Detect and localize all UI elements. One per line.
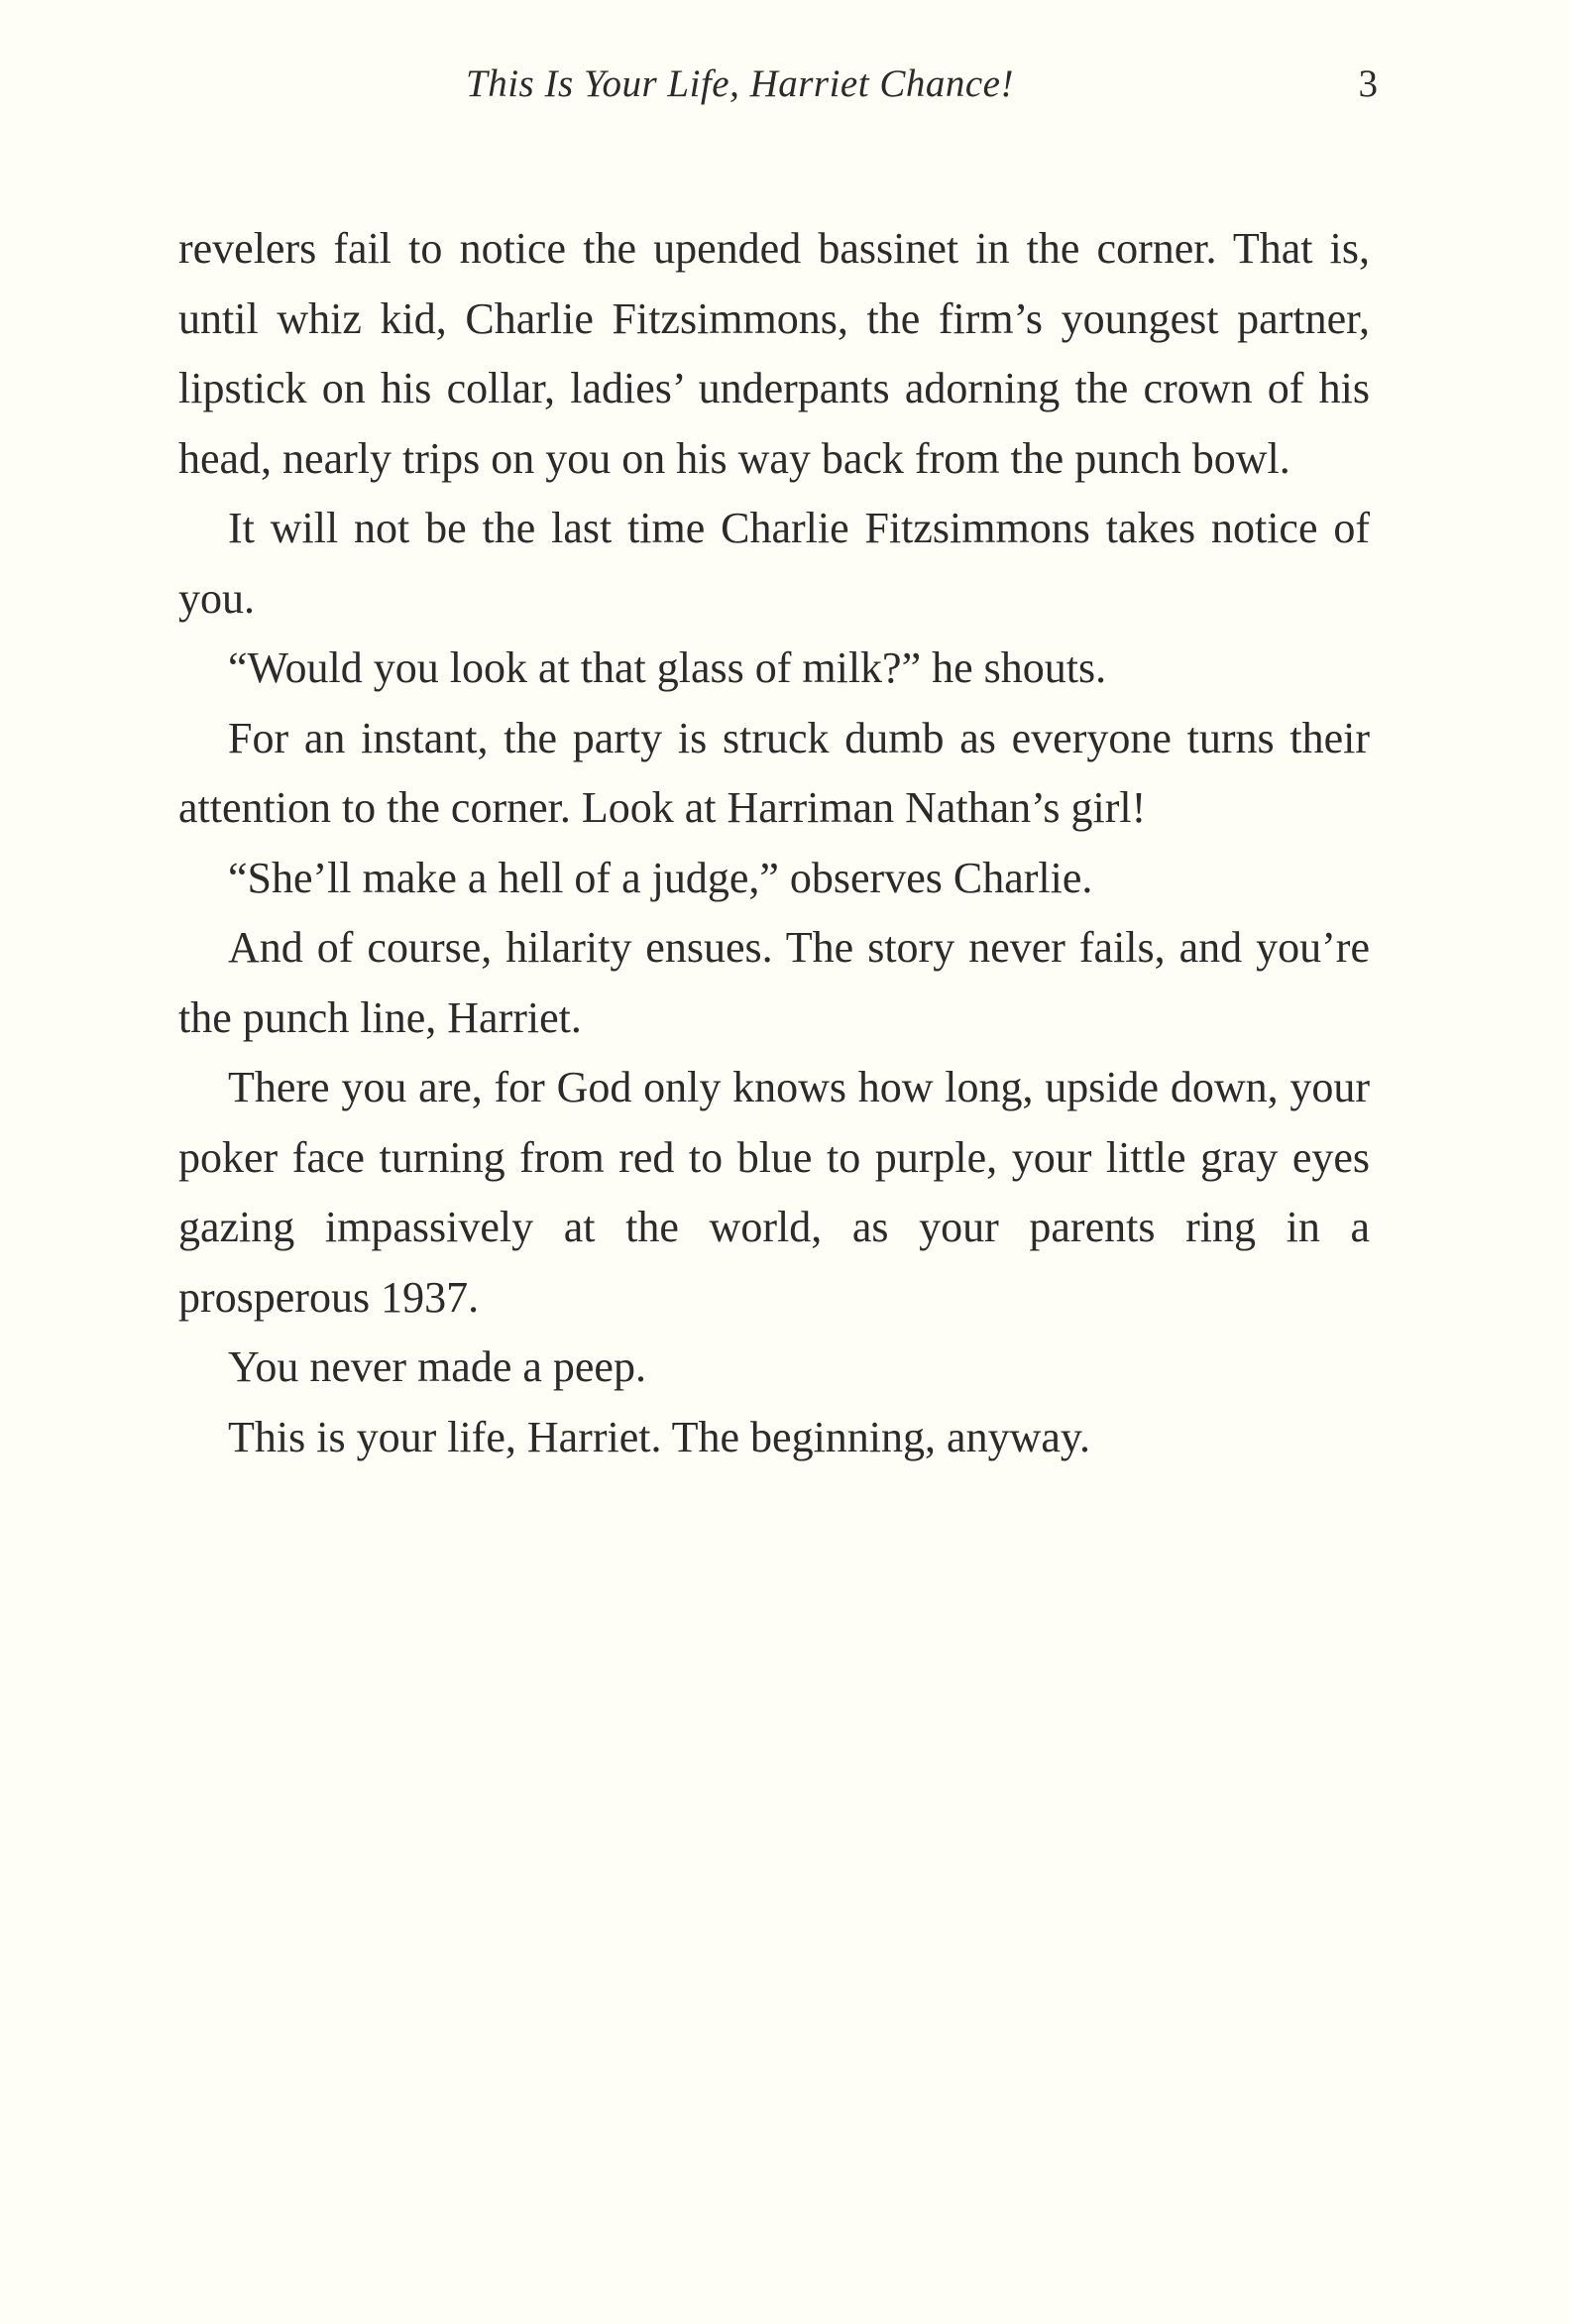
paragraph-3: “Would you look at that glass of milk?” he shouts. [228, 643, 1107, 692]
running-head [178, 61, 1378, 121]
paragraph-2: It will not be the last time Charlie Fitzsimmons takes notice of you. [178, 504, 1370, 623]
paragraph-7: There you are, for God only knows how long, upside down, your poker face turning from red to blue to purple, your little gray eyes gazing impassively at the world, as your parents ring in a prosperous 1937. [178, 1063, 1370, 1322]
page-number: 3 [1358, 62, 1378, 105]
paragraph-8: You never made a peep. [228, 1342, 646, 1391]
paragraph-1: revelers fail to notice the upended bassinet in the corner. That is, until whiz kid, Charlie Fitzsimmons, the firm’s youngest partner, lipstick on his collar, ladies’ underpants adorning the crown of his head, nearly trips on you on his way back from the punch bowl. [178, 224, 1370, 483]
body-text [178, 214, 1370, 1472]
paragraph-4: For an instant, the party is struck dumb as everyone turns their attention to the corner. Look at Harriman Nathan’s girl! [178, 713, 1370, 832]
paragraph-5: “She’ll make a hell of a judge,” observes Charlie. [228, 853, 1093, 902]
running-title: This Is Your Life, Harriet Chance! [466, 62, 1014, 105]
paragraph-6: And of course, hilarity ensues. The story never fails, and you’re the punch line, Harriet. [178, 923, 1370, 1042]
paragraph-9: This is your life, Harriet. The beginning, anyway. [228, 1412, 1091, 1461]
